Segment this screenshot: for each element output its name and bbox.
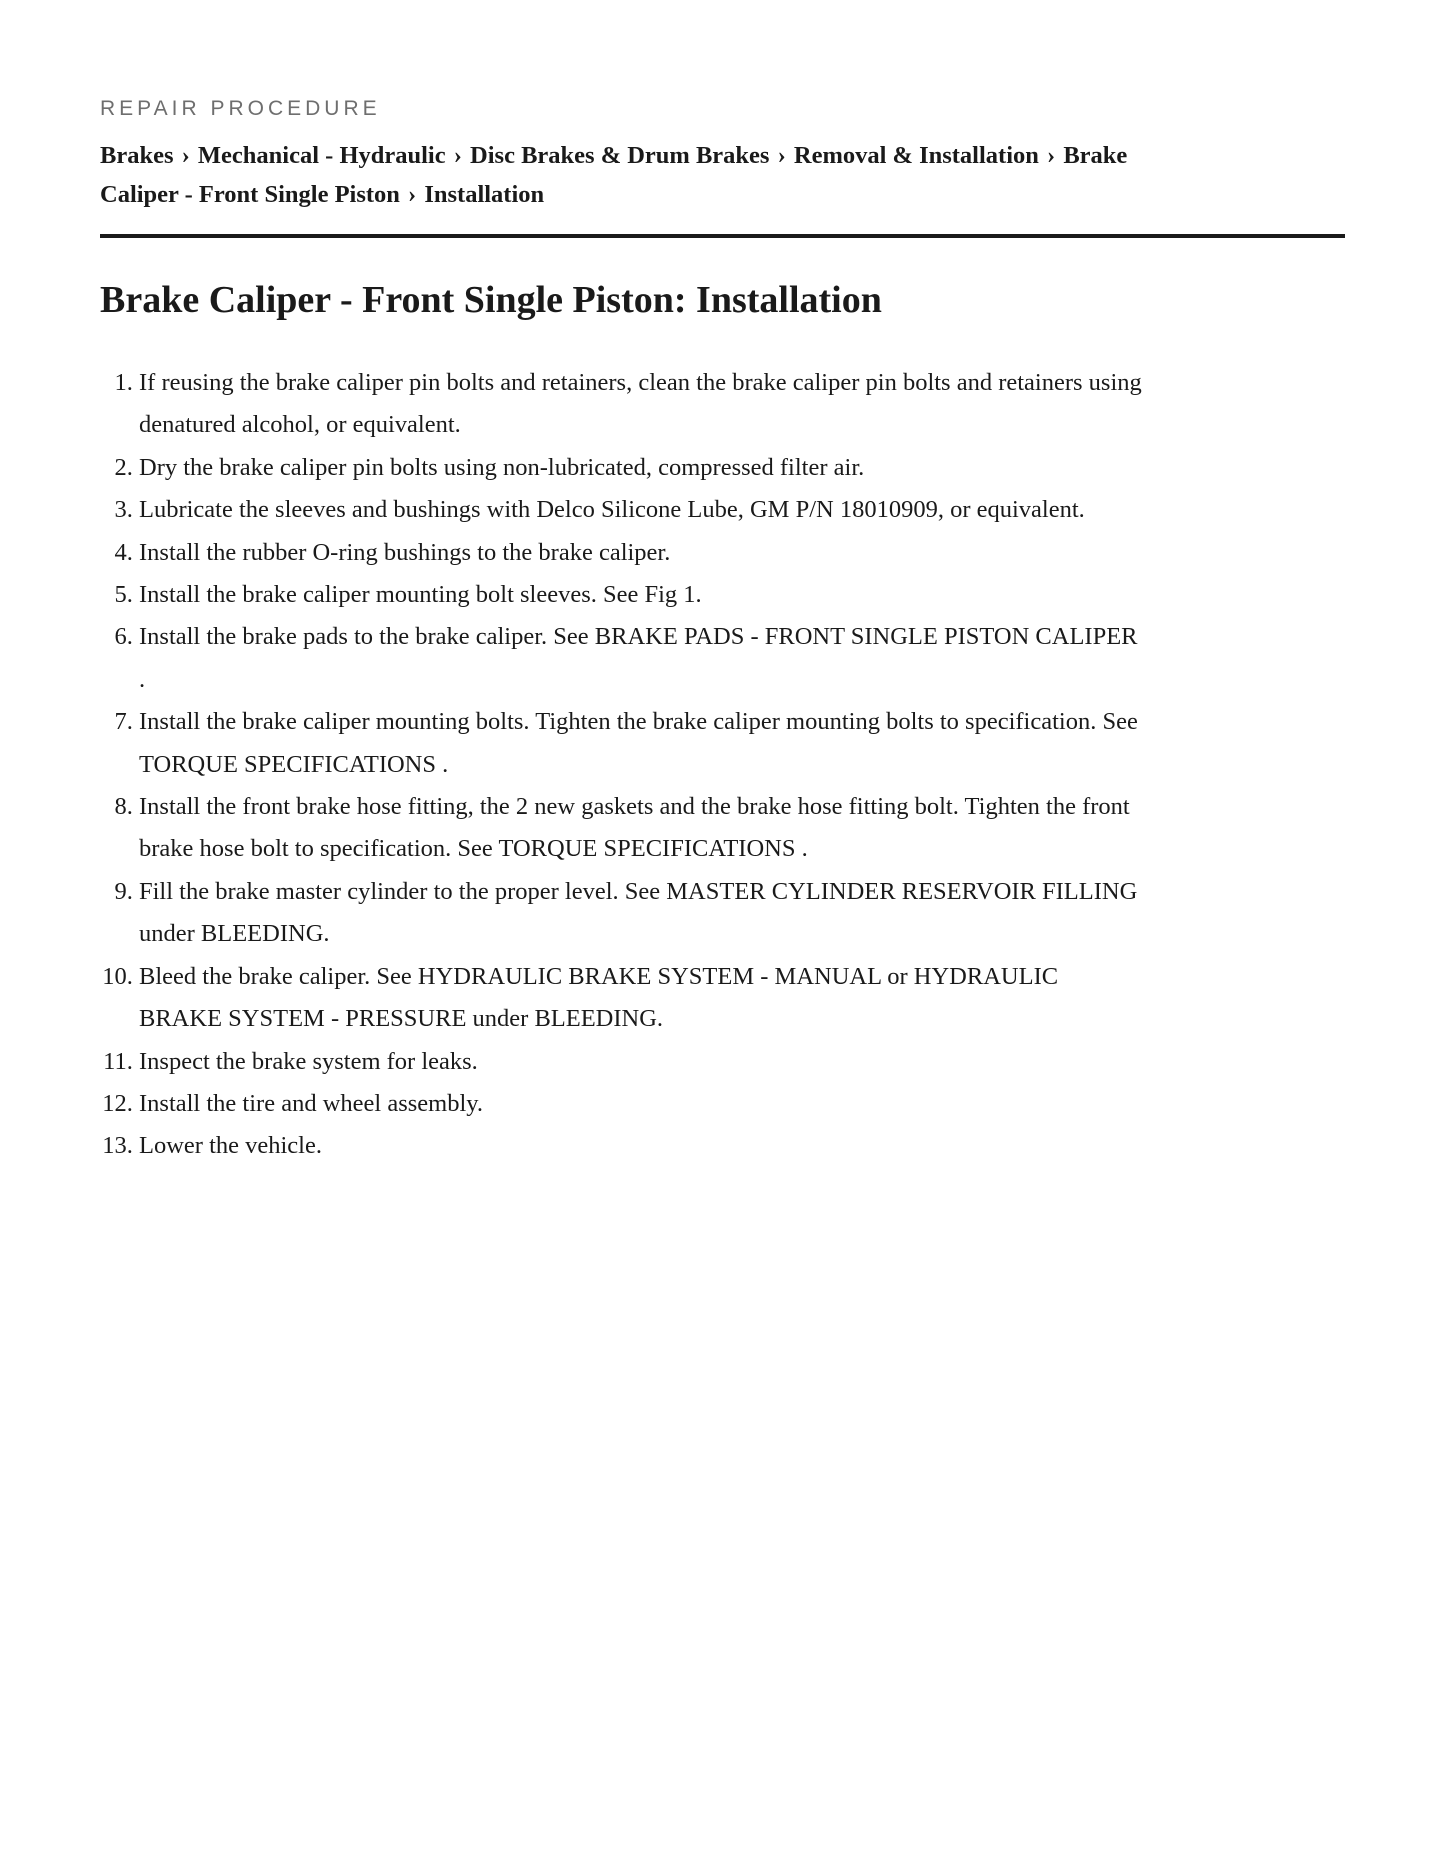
page-title: Brake Caliper - Front Single Piston: Installation (100, 279, 882, 321)
step-5: 5. Install the brake caliper mounting bolt sleeves. See Fig 1. (139, 574, 1145, 616)
breadcrumb-item-removal-installation[interactable]: Removal & Installation (793, 142, 1039, 169)
breadcrumb-separator: › (453, 142, 462, 169)
step-8: 8. Install the front brake hose fitting, the 2 new gaskets and the brake hose fitting bolt. Tighten the front brake hose bolt to specification. See TORQUE SPECIFICATIONS . (139, 786, 1145, 871)
breadcrumb (100, 136, 1145, 214)
breadcrumb-item-brake-caliper[interactable]: Brake Caliper - Front Single Piston (100, 142, 1128, 208)
step-11: 11. Inspect the brake system for leaks. (139, 1041, 1145, 1083)
procedure-steps (100, 362, 1145, 1168)
step-1: 1. If reusing the brake caliper pin bolts and retainers, clean the brake caliper pin bolts and retainers using denatured alcohol, or equivalent. (139, 362, 1145, 447)
breadcrumb-separator: › (1047, 142, 1056, 169)
breadcrumb-item-installation: Installation (424, 181, 545, 208)
step-2: 2. Dry the brake caliper pin bolts using non-lubricated, compressed filter air. (139, 447, 1145, 489)
step-12: 12. Install the tire and wheel assembly. (139, 1083, 1145, 1125)
step-10: 10. Bleed the brake caliper. See HYDRAULIC BRAKE SYSTEM - MANUAL or HYDRAULIC BRAKE SYSTEM - PRESSURE under BLEEDING. (139, 956, 1145, 1041)
step-6: 6. Install the brake pads to the brake caliper. See BRAKE PADS - FRONT SINGLE PISTON CALIPER . (139, 616, 1145, 701)
step-7: 7. Install the brake caliper mounting bolts. Tighten the brake caliper mounting bolts to specification. See TORQUE SPECIFICATIONS . (139, 701, 1145, 786)
doc-type-label: REPAIR PROCEDURE (100, 97, 381, 120)
breadcrumb-item-mechanical-hydraulic[interactable]: Mechanical - Hydraulic (197, 142, 446, 169)
breadcrumb-separator: › (181, 142, 190, 169)
breadcrumb-item-disc-drum-brakes[interactable]: Disc Brakes & Drum Brakes (470, 142, 770, 169)
breadcrumb-separator: › (777, 142, 786, 169)
breadcrumb-item-brakes[interactable]: Brakes (100, 142, 174, 169)
header-divider (100, 234, 1345, 238)
step-4: 4. Install the rubber O-ring bushings to the brake caliper. (139, 532, 1145, 574)
step-13: 13. Lower the vehicle. (139, 1125, 1145, 1167)
step-3: 3. Lubricate the sleeves and bushings with Delco Silicone Lube, GM P/N 18010909, or equivalent. (139, 489, 1145, 531)
breadcrumb-separator: › (408, 181, 417, 208)
step-9: 9. Fill the brake master cylinder to the proper level. See MASTER CYLINDER RESERVOIR FILLING under BLEEDING. (139, 871, 1145, 956)
